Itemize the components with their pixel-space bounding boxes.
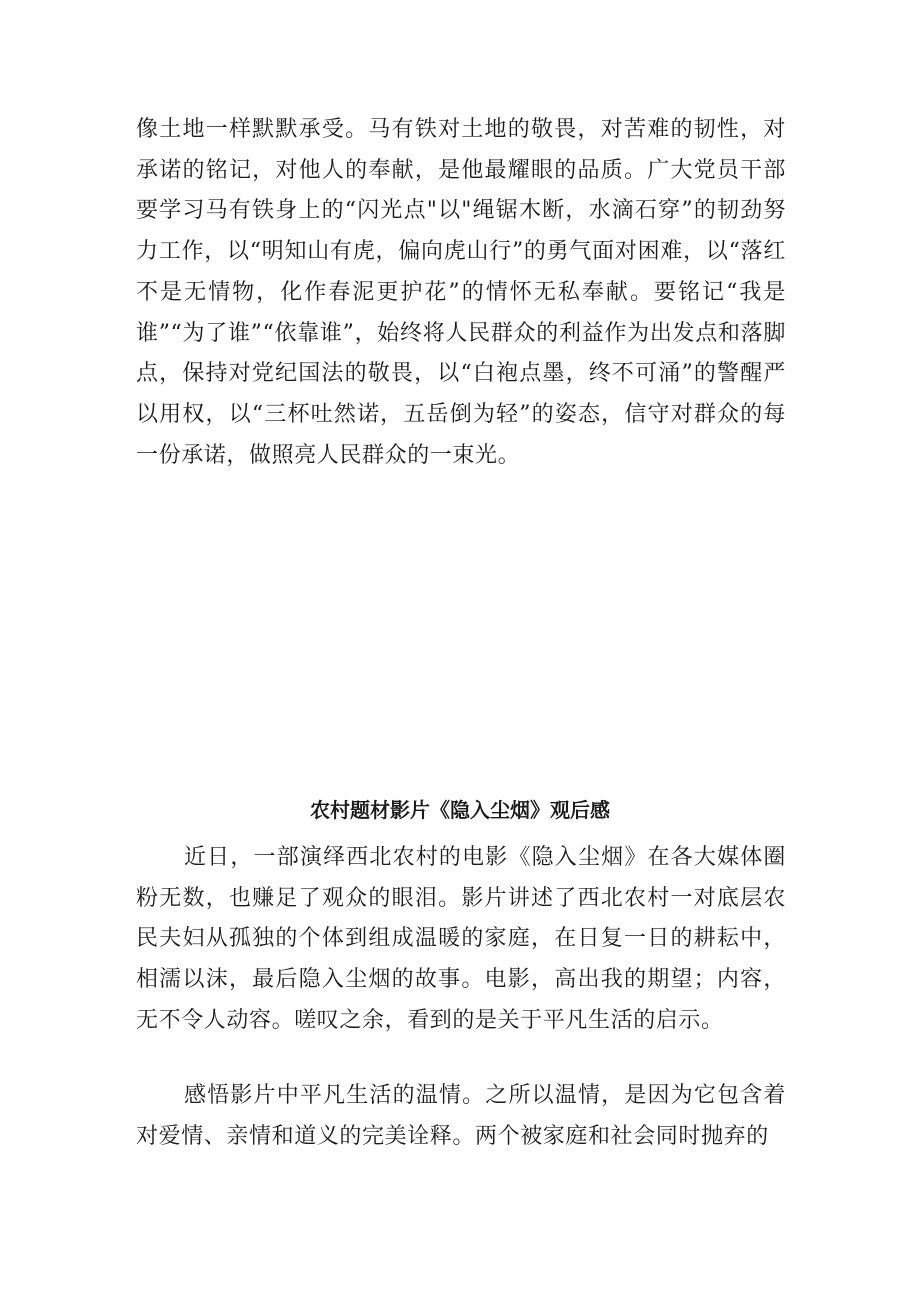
paragraph-continued: 像土地一样默默承受。马有铁对土地的敬畏，对苦难的韧性，对承诺的铭记，对他人的奉献，是他最耀眼的品质。广大党员干部要学习马有铁身上的“闪光点"以"绳锯木断，水滴石穿”的韧劲努力工作，以“明知山有虎，偏向虎山行”的勇气面对困难，以“落红不是无情物，化作春泥更护花”的情怀无私奉献。要铭记“我是谁”“为了谁”“依靠谁”，始终将人民群众的利益作为出发点和落脚点，保持对党纪国法的敬畏，以“白袍点墨，终不可涌”的警醒严以用权，以“三杯吐然诺，五岳倒为轻”的姿态，信守对群众的每一份承诺，做照亮人民群众的一束光。 <box>136 117 786 468</box>
paragraph-intro: 近日，一部演绎西北农村的电影《隐入尘烟》在各大媒体圈粉无数，也赚足了观众的眼泪。影片讲述了西北农村一对底层农民夫妇从孤独的个体到组成温暖的家庭，在日复一日的耕耘中，相濡以沫，最后隐入尘烟的故事。电影，高出我的期望；内容，无不令人动容。嗟叹之余，看到的是关于平凡生活的启示。 <box>136 845 786 1033</box>
paragraph-section-1: 感悟影片中平凡生活的温情。之所以温情，是因为它包含着对爱情、亲情和道义的完美诠释。两个被家庭和社会同时抛弃的 <box>136 1083 786 1149</box>
article-title: 农村题材影片《隐入尘烟》观后感 <box>310 798 610 822</box>
